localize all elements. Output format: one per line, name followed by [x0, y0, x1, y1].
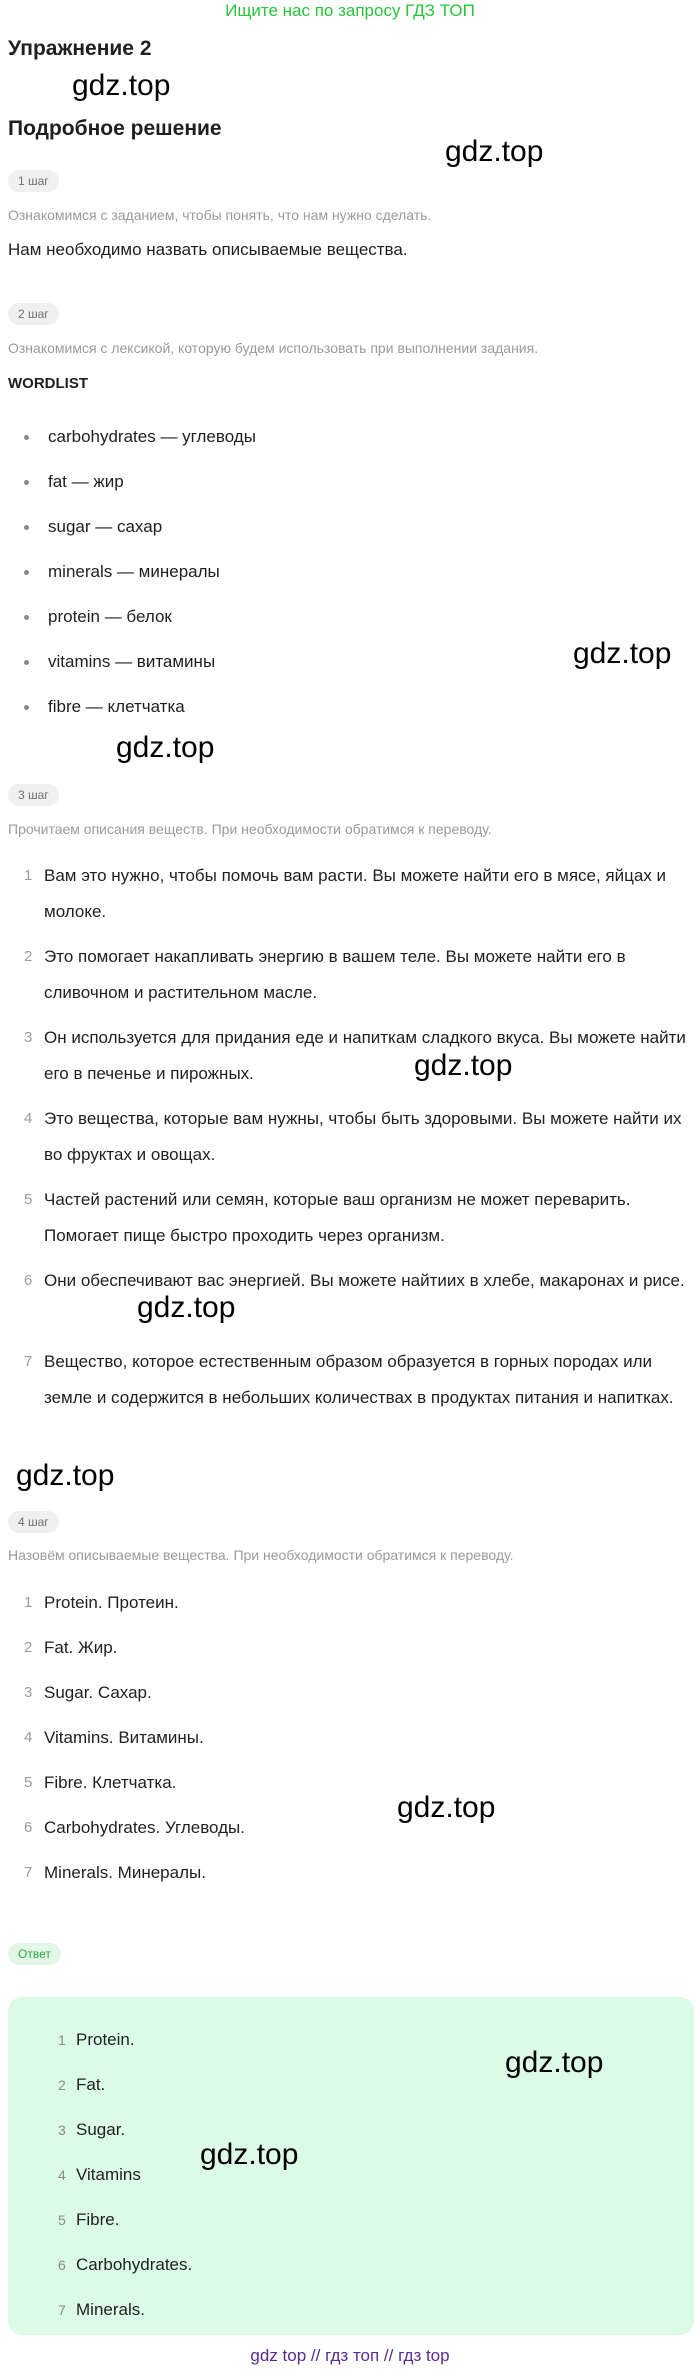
bullet-icon: [24, 480, 29, 485]
watermark: gdz.top: [445, 135, 544, 168]
wordlist-title: WORDLIST: [8, 375, 88, 392]
step-description: Назовём описываемые вещества. При необходимости обратимся к переводу.: [8, 1547, 514, 1563]
watermark: gdz.top: [16, 1459, 115, 1492]
step-description: Ознакомимся с лексикой, которую будем использовать при выполнении задания.: [8, 340, 539, 356]
watermark: gdz.top: [397, 1791, 496, 1824]
step-description: Прочитаем описания веществ. При необходимости обратимся к переводу.: [8, 821, 492, 837]
watermark: gdz.top: [414, 1049, 513, 1082]
answer-box: 1 Protein. 2 Fat. 3 Sugar. 4 Vitamins 5 Fibre. 6 Carbohydrates. 7 Minerals.: [8, 1997, 694, 2335]
promo-banner: Ищите нас по запросу ГДЗ ТОП: [225, 1, 475, 20]
bullet-icon: [24, 435, 29, 440]
watermark: gdz.top: [72, 69, 171, 102]
bullet-icon: [24, 705, 29, 710]
watermark: gdz.top: [137, 1291, 236, 1324]
watermark: gdz.top: [116, 731, 215, 764]
answer-badge: Ответ: [8, 1943, 61, 1965]
watermark: gdz.top: [200, 2138, 299, 2171]
step-description: Ознакомимся с заданием, чтобы понять, что нам нужно сделать.: [8, 207, 432, 223]
footer-links[interactable]: gdz top // гдз топ // гдз top: [250, 2346, 450, 2365]
solution-heading: Подробное решение: [8, 117, 222, 140]
exercise-title: Упражнение 2: [8, 37, 152, 60]
bullet-icon: [24, 570, 29, 575]
bullet-icon: [24, 525, 29, 530]
watermark: gdz.top: [505, 2046, 604, 2079]
bullet-icon: [24, 660, 29, 665]
watermark: gdz.top: [573, 637, 672, 670]
step-text: Нам необходимо назвать описываемые вещества.: [8, 240, 408, 259]
bullet-icon: [24, 615, 29, 620]
step-badge: 3 шаг: [8, 784, 59, 806]
step-badge: 2 шаг: [8, 303, 59, 325]
step-badge: 1 шаг: [8, 170, 59, 192]
step-badge: 4 шаг: [8, 1511, 59, 1533]
